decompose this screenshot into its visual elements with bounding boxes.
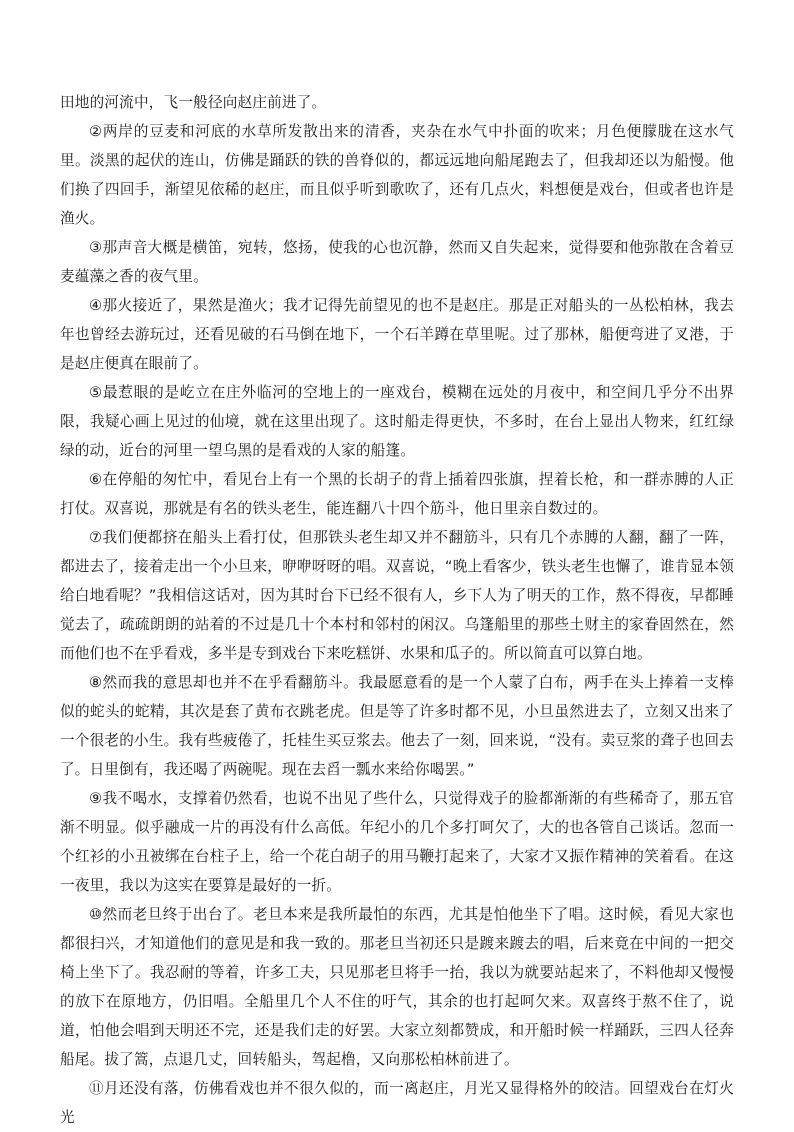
paragraph-11: ⑪月还没有落，仿佛看戏也并不很久似的，而一离赵庄，月光又显得格外的皎洁。回望戏台在灯火光: [60, 1080, 734, 1126]
paragraph-2: ②两岸的豆麦和河底的水草所发散出来的清香，夹杂在水气中扑面的吹来；月色便朦胧在这水气里。淡黑的起伏的连山，仿佛是踊跃的铁的兽脊似的，都远远地向船尾跑去了，但我却还以为船慢。他们换了四回手，渐望见依稀的赵庄，而且似乎听到歌吹了，还有几点火，料想便是戏台，但或者也许是渔火。: [60, 123, 734, 227]
paragraph-7: ⑦我们便都挤在船头上看打仗，但那铁头老生却又并不翻筋斗，只有几个赤膊的人翻，翻了一阵，都进去了，接着走出一个小旦来，咿咿呀呀的唱。双喜说，“晚上看客少，铁头老生也懈了，谁肯显本领给白地看呢？”我相信这话对，因为其时台下已经不很有人，乡下人为了明天的工作，熬不得夜，早都睡觉去了，疏疏朗朗的站着的不过是几十个本村和邻村的闲汉。乌篷船里的那些土财主的家眷固然在，然而他们也不在乎看戏，多半是专到戏台下来吃糕饼、水果和瓜子的。所以简直可以算白地。: [60, 529, 734, 662]
paragraph-6: ⑥在停船的匆忙中，看见台上有一个黑的长胡子的背上插着四张旗，捏着长枪，和一群赤膊的人正打仗。双喜说，那就是有名的铁头老生，能连翻八十四个筋斗，他日里亲自数过的。: [60, 471, 734, 517]
document-body: [60, 88, 734, 1132]
paragraph-8: ⑧然而我的意思却也并不在乎看翻筋斗。我最愿意看的是一个人蒙了白布，两手在头上捧着一支棒似的蛇头的蛇精，其次是套了黄布衣跳老虎。但是等了许多时都不见，小旦虽然进去了，立刻又出来了一个很老的小生。我有些疲倦了，托桂生买豆浆去。他去了一刻，回来说，“没有。卖豆浆的聋子也回去了。日里倒有，我还喝了两碗呢。现在去舀一瓢水来给你喝罢。”: [60, 674, 734, 778]
paragraph-3: ③那声音大概是横笛，宛转，悠扬，使我的心也沉静，然而又自失起来，觉得要和他弥散在含着豆麦蕴藻之香的夜气里。: [60, 239, 734, 285]
paragraph-1: 田地的河流中，飞一般径向赵庄前进了。: [60, 94, 327, 111]
paragraph-9: ⑨我不喝水，支撑着仍然看，也说不出见了些什么，只觉得戏子的脸都渐渐的有些稀奇了，那五官渐不明显。似乎融成一片的再没有什么高低。年纪小的几个多打呵欠了，大的也各管自己谈话。忽而一个红衫的小丑被绑在台柱子上，给一个花白胡子的用马鞭打起来了，大家才又振作精神的笑着看。在这一夜里，我以为这实在要算是最好的一折。: [60, 790, 734, 894]
paragraph-4: ④那火接近了，果然是渔火；我才记得先前望见的也不是赵庄。那是正对船头的一丛松柏林，我去年也曾经去游玩过，还看见破的石马倒在地下，一个石羊蹲在草里呢。过了那林，船便弯进了叉港，于是赵庄便真在眼前了。: [60, 297, 734, 372]
paragraph-5: ⑤最惹眼的是屹立在庄外临河的空地上的一座戏台，模糊在远处的月夜中，和空间几乎分不出界限，我疑心画上见过的仙境，就在这里出现了。这时船走得更快，不多时，在台上显出人物来，红红绿绿的动，近台的河里一望乌黑的是看戏的人家的船篷。: [60, 384, 734, 459]
paragraph-10: ⑩然而老旦终于出台了。老旦本来是我所最怕的东西，尤其是怕他坐下了唱。这时候，看见大家也都很扫兴，才知道他们的意见是和我一致的。那老旦当初还只是踱来踱去的唱，后来竟在中间的一把交椅上坐下了。我忍耐的等着，许多工夫，只见那老旦将手一抬，我以为就要站起来了，不料他却又慢慢的放下在原地方，仍旧唱。全船里几个人不住的吁气，其余的也打起呵欠来。双喜终于熬不住了，说道，怕他会唱到天明还不完，还是我们走的好罢。大家立刻都赞成，和开船时候一样踊跃，三四人径奔船尾。拔了篙，点退几丈，回转船头，驾起橹，又向那松柏林前进了。: [60, 906, 734, 1068]
